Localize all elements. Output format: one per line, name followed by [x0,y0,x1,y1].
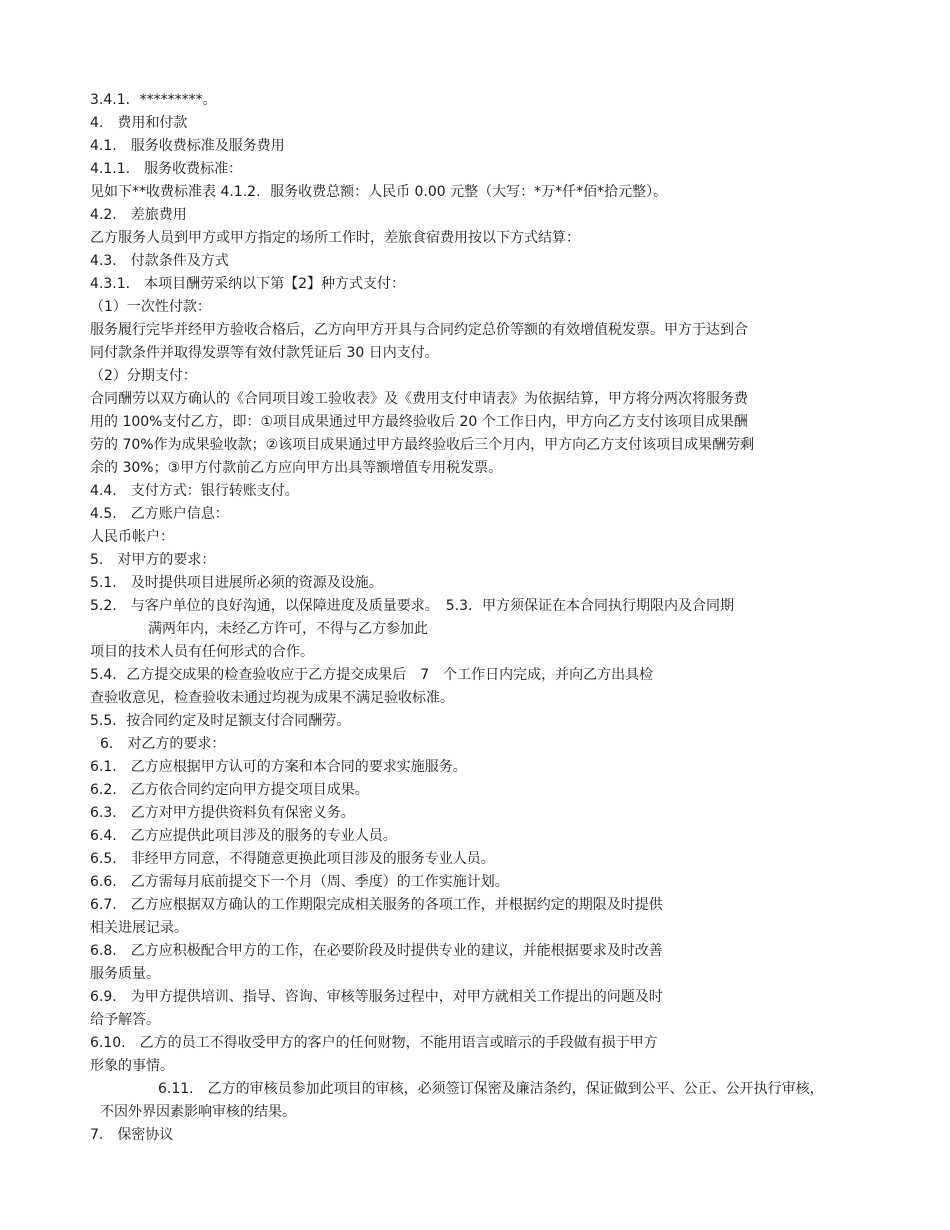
section-heading: 4.2. 差旅费用 [90,207,187,223]
text-line: 5.2. 与客户单位的良好沟通，以保障进度及质量要求。 5.3．甲方须保证在本合同执行期限内及合同期 [90,598,734,614]
text-line: 服务质量。 [90,966,160,982]
text-line: 服务履行完毕并经甲方验收合格后，乙方向甲方开具与合同约定总价等额的有效增值税发票。甲方于达到合 [90,322,748,338]
text-line: 见如下**收费标准表 4.1.2．服务收费总额：人民币 0.00 元整（大写：*万*仟*佰*拾元整）。 [90,184,668,200]
section-heading: 4.3. 付款条件及方式 [90,253,229,269]
text-line: 劳的 70%作为成果验收款；②该项目成果通过甲方最终验收后三个月内，甲方向乙方支付该项目成果酬劳剩 [90,437,755,453]
section-heading: 不因外界因素影响审核的结果。 [100,1104,296,1120]
text-line: 形象的事情。 [90,1058,174,1074]
text-line: 4.4. 支付方式：银行转账支付。 [90,483,299,499]
text-line: 满两年内，未经乙方许可，不得与乙方参加此 [148,621,428,637]
text-line: 6.11. 乙方的审核员参加此项目的审核，必须签订保密及廉洁条约，保证做到公平、公正、公开执行审核， [158,1081,824,1097]
text-line: 5.4．乙方提交成果的检查验收应于乙方提交成果后 7 个工作日内完成，并向乙方出具检 [90,667,654,683]
text-line: 6.7. 乙方应根据双方确认的工作期限完成相关服务的各项工作，并根据约定的期限及时提供 [90,897,663,913]
text-line: 6.3. 乙方对甲方提供资料负有保密义务。 [90,805,355,821]
text-line: 5.1. 及时提供项目进展所必须的资源及设施。 [90,575,383,591]
section-heading: 4.1.1. 服务收费标准： [90,161,243,177]
text-line: 6.4. 乙方应提供此项目涉及的服务的专业人员。 [90,828,397,844]
text-line: 用的 100%支付乙方，即：①项目成果通过甲方最终验收后 20 个工作日内，甲方向乙方支付该项目成果酬 [90,414,748,430]
text-line: 同付款条件并取得发票等有效付款凭证后 30 日内支付。 [90,345,439,361]
section-heading: 5. 对甲方的要求： [90,552,216,568]
section-heading: 4.1. 服务收费标准及服务费用 [90,138,285,154]
text-line: 相关进展记录。 [90,920,188,936]
text-line: 乙方服务人员到甲方或甲方指定的场所工作时，差旅食宿费用按以下方式结算： [90,230,580,246]
text-line: 6.9. 为甲方提供培训、指导、咨询、审核等服务过程中，对甲方就相关工作提出的问题及时 [90,989,663,1005]
text-line: 4.5. 乙方账户信息： [90,506,229,522]
text-line: 7. 保密协议 [90,1127,174,1143]
text-line: 6.5. 非经甲方同意，不得随意更换此项目涉及的服务专业人员。 [90,851,495,867]
text-line: 3.4.1．*********。 [90,92,217,108]
section-heading: 4. 费用和付款 [90,115,188,131]
text-line: （1）一次性付款： [90,299,211,315]
text-line: 查验收意见，检查验收未通过均视为成果不满足验收标准。 [90,690,454,706]
text-line: 6.2. 乙方依合同约定向甲方提交项目成果。 [90,782,369,798]
text-line: 6.8. 乙方应积极配合甲方的工作，在必要阶段及时提供专业的建议，并能根据要求及时改善 [90,943,663,959]
text-line: 6.1. 乙方应根据甲方认可的方案和本合同的要求实施服务。 [90,759,467,775]
text-line: 6.10. 乙方的员工不得收受甲方的客户的任何财物，不能用语言或暗示的手段做有损于甲方 [90,1035,658,1051]
section-heading: 6. 对乙方的要求： [100,736,226,752]
text-line: 项目的技术人员有任何形式的合作。 [90,644,314,660]
text-line: 人民币帐户： [90,529,174,545]
text-line: 6.6. 乙方需每月底前提交下一个月（周、季度）的工作实施计划。 [90,874,509,890]
text-line: （2）分期支付： [90,368,197,384]
text-line: 5.5．按合同约定及时足额支付合同酬劳。 [90,713,351,729]
text-line: 给予解答。 [90,1012,160,1028]
text-line: 4.3.1. 本项目酬劳采纳以下第【2】种方式支付： [90,276,405,292]
text-line: 余的 30%；③甲方付款前乙方应向甲方出具等额增值专用税发票。 [90,460,503,476]
text-line: 合同酬劳以双方确认的《合同项目竣工验收表》及《费用支付申请表》为依据结算，甲方将分两次将服务费 [90,391,748,407]
